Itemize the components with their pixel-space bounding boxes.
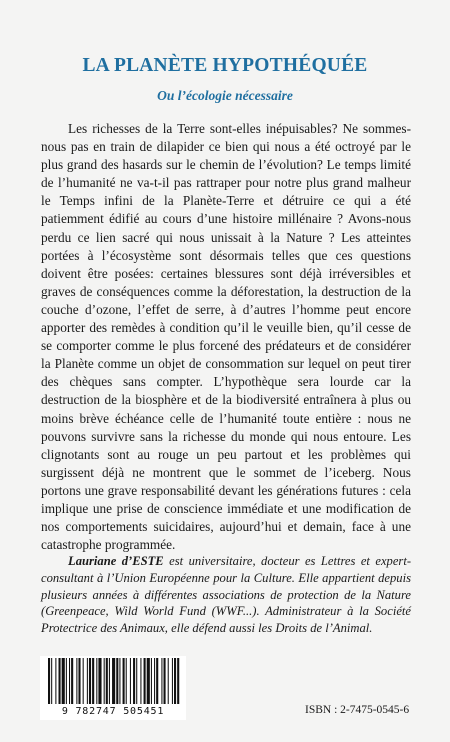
barcode-bar (144, 658, 146, 704)
barcode-bar (69, 658, 70, 704)
barcode-bar (109, 658, 110, 704)
barcode-bar (156, 658, 158, 704)
barcode-bar (98, 658, 101, 704)
barcode-bar (136, 658, 137, 704)
barcode-bar (130, 658, 131, 704)
barcode-bar (119, 658, 120, 704)
barcode-bar (48, 658, 50, 704)
barcode-bar (51, 658, 52, 704)
barcode-bar (147, 658, 150, 704)
barcode-bar (76, 658, 77, 704)
barcode-bar (123, 658, 125, 704)
barcode-bar (92, 658, 94, 704)
barcode-bar (96, 658, 97, 704)
author-bio-text: est universitaire, docteur es Lettres et expert-consultant à l’Union Européenne pour la Culture. Elle appartient depuis plusieurs années à différentes associations de protection de la Nature (Greenpeace, Wild World Fund (WWF...). Administrateur à la Société Protectrice des Animaux, elle défend aussi les Droits de l’Animal. (41, 554, 412, 636)
barcode-bar (168, 658, 169, 704)
barcode-bar (174, 658, 176, 704)
barcode-bar (87, 658, 88, 704)
barcode-bar (126, 658, 127, 704)
barcode-digits: 9 782747 505451 (61, 706, 165, 717)
barcode-bar (164, 658, 166, 704)
barcode-bar (55, 658, 56, 704)
barcode-bar (78, 658, 80, 704)
barcode-bar (112, 658, 115, 704)
barcode-bar (66, 658, 67, 704)
barcode-bar (154, 658, 155, 704)
barcode-bar (177, 658, 179, 704)
barcode-bars (46, 658, 180, 708)
barcode-bar (89, 658, 91, 704)
author-bio (41, 553, 411, 637)
barcode-bar (140, 658, 141, 704)
barcode-bar (116, 658, 118, 704)
blurb-paragraph: Les richesses de la Terre sont-elles inépuisables? Ne sommes-nous pas en train de dilapider ce bien qui nous a été octroyé par le plus grand des hasards sur le chemin de l’évolution? Le temps limité de l’humanité ne va-t-il pas rattraper pour notre plus grand malheur le Temps infini de la Planète-Terre et détruire ce qui a été patiemment édifié au cours d’une histoire millénaire ? Avons-nous perdu ce lien sacré qui nous unissait à la Nature ? Les atteintes portées à l’écosystème sont désormais telles que ces questions doivent être posées: certaines blessures sont déjà irréversibles et graves de conséquences comme la déforestation, la destruction de la couche d’ozone, l’effet de serre, à d’autres l’homme peut encore apporter des remèdes à condition qu’il le veuille bien, qu’il cesse de se comporter comme le plus forcené des prédateurs et de considérer la Planète comme un objet de consommation sur lequel on peut tirer des chèques sans compter. L’hypothèque sera lourde car la destruction de la biosphère et de la biodiversité entraînera à plus ou moins brève échéance celle de l’humanité toute entière : nous ne pouvons survivre sans la richesse du monde qui nous entoure. Les clignotants sont au rouge un peu partout et les problèmes qui surgissent déjà ne montrent que le sommet de l’iceberg. Nous portons une grave responsabilité devant les générations futures : cela implique une prise de conscience immédiate et une modification de nos comportements suicidaires, aujourd’hui et demain, face à une catastrophe programmée. (41, 121, 411, 553)
barcode-bar (83, 658, 84, 704)
barcode-bar (161, 658, 162, 704)
barcode-bar (62, 658, 65, 704)
barcode-bar (151, 658, 152, 704)
author-name: Lauriane d’ESTE (68, 554, 164, 568)
barcode-bar (104, 658, 105, 704)
barcode-bar (59, 658, 61, 704)
barcode-bar (133, 658, 135, 704)
barcode-bar (71, 658, 73, 704)
barcode (40, 656, 186, 720)
isbn-number: ISBN : 2-7475-0545-6 (305, 704, 410, 716)
barcode-bar (172, 658, 173, 704)
book-subtitle: Ou l’écologie nécessaire (157, 88, 293, 103)
book-title: LA PLANÈTE HYPOTHÉQUÉE (82, 55, 368, 76)
barcode-bar (106, 658, 108, 704)
